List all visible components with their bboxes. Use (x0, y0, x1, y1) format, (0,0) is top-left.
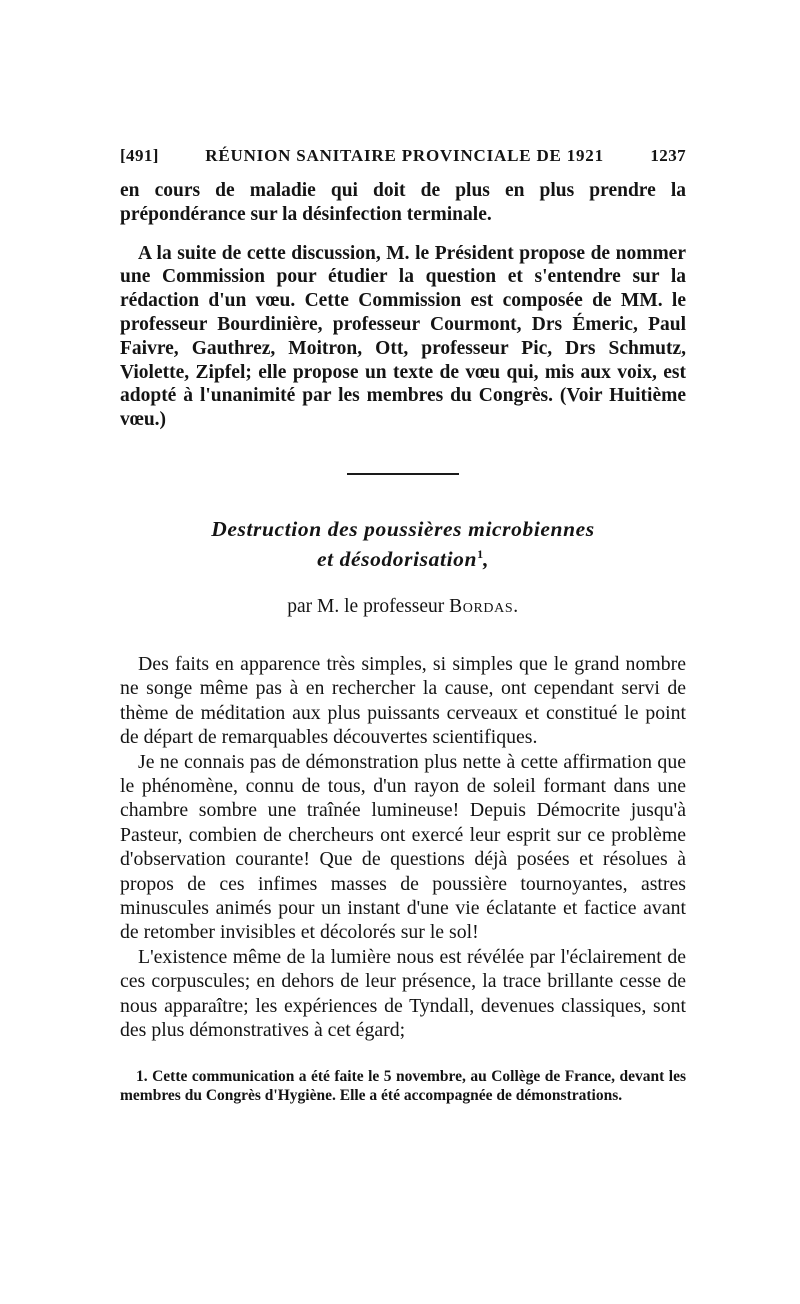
page (120, 146, 686, 1106)
byline-author: Bordas. (449, 595, 519, 617)
footnote-marker: 1 (477, 546, 484, 561)
section-title (120, 517, 686, 572)
body-paragraph-1: Des faits en apparence très simples, si simples que le grand nombre ne songe même pas à en rechercher la cause, ont cependant servi de thème de méditation aux plus puissants cerveaux et constitué le point de départ de remarquables découvertes scientifiques. (120, 652, 686, 749)
page-number: 1237 (650, 146, 686, 165)
running-title: RÉUNION SANITAIRE PROVINCIALE DE 1921 (205, 146, 604, 165)
section-title-line-2-wrapper: et désodorisation$^1$, (316, 546, 490, 571)
intro-paragraph-commission: A la suite de cette discussion, M. le Président propose de nommer une Commission pour étudier la question et s'entendre sur la rédaction d'un vœu. Cette Commission est composée de MM. le professeur Bourdinière, professeur Courmont, Drs Émeric, Paul Faivre, Gauthrez, Moitron, Ott, professeur Pic, Drs Schmutz, Violette, Zipfel; elle propose un texte de vœu qui, mis aux voix, est adopté à l'unanimité par les membres du Congrès. (Voir Huitième vœu.) (120, 242, 686, 431)
section-title-line-1: Destruction des poussières microbiennes (211, 516, 595, 541)
body-paragraph-3: L'existence même de la lumière nous est révélée par l'éclairement de ces corpuscules; en dehors de leur présence, la trace brillante cesse de nous apparaître; les expériences de Tyndall, devenues classiques, sont des plus démonstratives à cet égard; (120, 945, 686, 1042)
body-paragraph-2: Je ne connais pas de démonstration plus nette à cette affirmation que le phénomène, connu de tous, d'un rayon de soleil formant dans une chambre sombre une traînée lumineuse! Depuis Démocrite jusqu'à Pasteur, combien de chercheurs ont exercé leur esprit sur ce problème d'observation courante! Que de questions déjà posées et résolues à propos de ces infimes masses de poussière tournoyantes, astres minuscules animés pour un instant d'une vie éclatante et factice avant de retomber invisibles et décolorés sur le sol! (120, 750, 686, 944)
section-divider (347, 473, 459, 475)
footnote-text: 1. Cette communication a été faite le 5 novembre, au Collège de France, devant les membres du Congrès d'Hygiène. Elle a été accompagnée de démonstrations. (120, 1068, 686, 1105)
intro-paragraph-continuation: en cours de maladie qui doit de plus en plus prendre la prépondérance sur la désinfection terminale. (120, 180, 686, 225)
byline (120, 596, 686, 618)
footnote (120, 1068, 686, 1106)
page-reference: [491] (120, 146, 159, 165)
byline-prefix: par M. le professeur (287, 595, 445, 617)
article-body (120, 652, 686, 1043)
running-head (120, 146, 686, 166)
section-title-line-2: et désodorisation (316, 546, 478, 571)
